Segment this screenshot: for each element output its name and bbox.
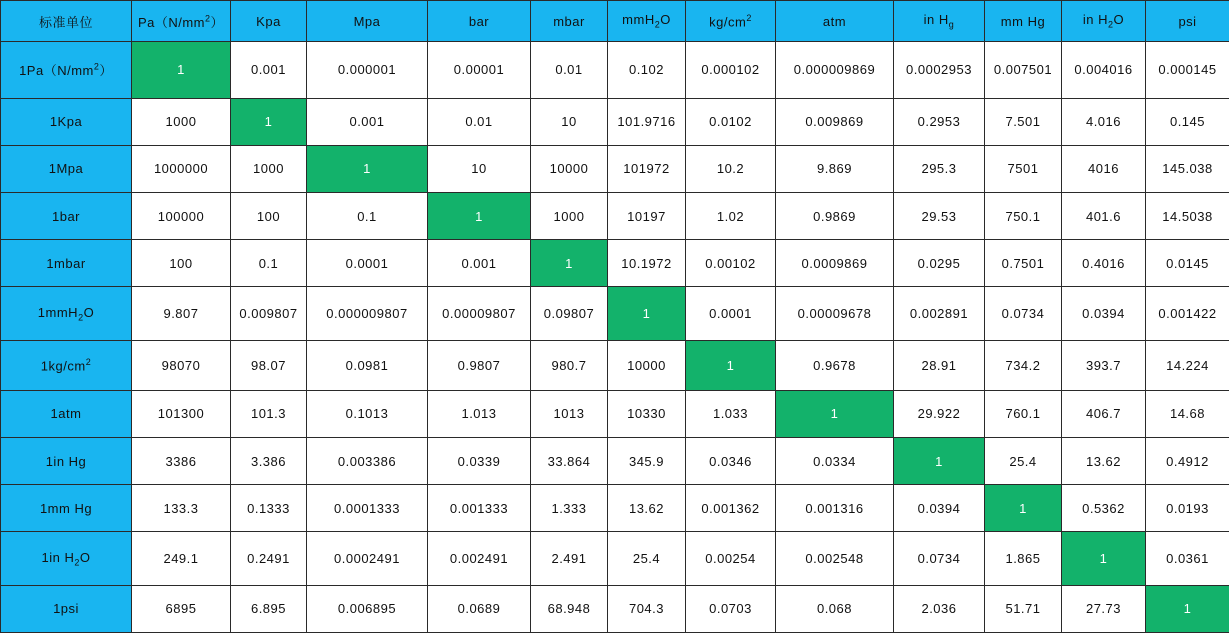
cell-r0-c0: 1	[132, 42, 231, 99]
cell-r1-c3: 0.01	[428, 98, 531, 145]
cell-r2-c8: 295.3	[894, 145, 985, 192]
cell-r0-c5: 0.102	[608, 42, 686, 99]
column-header-10: in $H_2O$	[1062, 1, 1146, 42]
column-header-1: Kpa	[231, 1, 307, 42]
table-row	[1, 192, 1229, 239]
header-row	[1, 1, 1229, 42]
cell-r4-c0: 100	[132, 240, 231, 287]
cell-r9-c8: 0.0394	[894, 485, 985, 532]
cell-r11-c1: 6.895	[231, 585, 307, 632]
cell-r2-c5: 101972	[608, 145, 686, 192]
cell-r10-c4: 2.491	[531, 532, 608, 585]
cell-r11-c8: 2.036	[894, 585, 985, 632]
table-row	[1, 42, 1229, 99]
cell-r10-c1: 0.2491	[231, 532, 307, 585]
cell-r7-c2: 0.1013	[307, 390, 428, 437]
cell-r8-c2: 0.003386	[307, 438, 428, 485]
cell-r10-c0: 249.1	[132, 532, 231, 585]
row-header-4: 1mbar	[1, 240, 132, 287]
cell-r2-c6: 10.2	[686, 145, 776, 192]
table-header	[1, 1, 1229, 42]
cell-r7-c4: 1013	[531, 390, 608, 437]
cell-r0-c6: 0.000102	[686, 42, 776, 99]
cell-r10-c2: 0.0002491	[307, 532, 428, 585]
cell-r11-c4: 68.948	[531, 585, 608, 632]
row-header-11: 1psi	[1, 585, 132, 632]
cell-r3-c7: 0.9869	[776, 192, 894, 239]
subscript: g	[948, 19, 955, 30]
cell-r2-c0: 1000000	[132, 145, 231, 192]
row-header-2: 1Mpa	[1, 145, 132, 192]
table-row	[1, 438, 1229, 485]
cell-r6-c10: 393.7	[1062, 340, 1146, 390]
subscript: 2	[74, 557, 80, 568]
table-row	[1, 532, 1229, 585]
row-header-0: $1Pa(N/mm^2)$	[1, 42, 132, 99]
row-header-7: 1atm	[1, 390, 132, 437]
cell-r6-c1: 98.07	[231, 340, 307, 390]
cell-r4-c9: 0.7501	[985, 240, 1062, 287]
row-header-1: 1Kpa	[1, 98, 132, 145]
cell-r4-c5: 10.1972	[608, 240, 686, 287]
cell-r3-c5: 10197	[608, 192, 686, 239]
cell-r3-c0: 100000	[132, 192, 231, 239]
table-row	[1, 340, 1229, 390]
cell-r2-c1: 1000	[231, 145, 307, 192]
cell-r0-c9: 0.007501	[985, 42, 1062, 99]
cell-r8-c1: 3.386	[231, 438, 307, 485]
row-header-5: 1mmH$_2$O	[1, 287, 132, 340]
table-body	[1, 42, 1229, 633]
cell-r9-c2: 0.0001333	[307, 485, 428, 532]
cell-r7-c11: 14.68	[1146, 390, 1229, 437]
cell-r6-c0: 98070	[132, 340, 231, 390]
cell-r1-c5: 101.9716	[608, 98, 686, 145]
cell-r9-c1: 0.1333	[231, 485, 307, 532]
cell-r9-c3: 0.001333	[428, 485, 531, 532]
column-header-5: mmH$_2$O	[608, 1, 686, 42]
cell-r11-c6: 0.0703	[686, 585, 776, 632]
cell-r8-c4: 33.864	[531, 438, 608, 485]
cell-r10-c3: 0.002491	[428, 532, 531, 585]
cell-r3-c1: 100	[231, 192, 307, 239]
cell-r10-c10: 1	[1062, 532, 1146, 585]
table-row	[1, 287, 1229, 340]
cell-r9-c4: 1.333	[531, 485, 608, 532]
column-header-2: Mpa	[307, 1, 428, 42]
row-header-8: 1in Hg	[1, 438, 132, 485]
cell-r7-c1: 101.3	[231, 390, 307, 437]
superscript: 2	[746, 12, 752, 23]
table-row	[1, 390, 1229, 437]
cell-r7-c0: 101300	[132, 390, 231, 437]
subscript: 2	[78, 312, 84, 323]
superscript: 2	[205, 13, 211, 24]
cell-r7-c5: 10330	[608, 390, 686, 437]
cell-r4-c1: 0.1	[231, 240, 307, 287]
cell-r11-c5: 704.3	[608, 585, 686, 632]
column-header-11: psi	[1146, 1, 1229, 42]
cell-r5-c8: 0.002891	[894, 287, 985, 340]
cell-r3-c2: 0.1	[307, 192, 428, 239]
cell-r1-c4: 10	[531, 98, 608, 145]
cell-r6-c5: 10000	[608, 340, 686, 390]
corner-header-cell: 标准单位	[1, 1, 132, 42]
cell-r3-c6: 1.02	[686, 192, 776, 239]
superscript: 2	[85, 357, 92, 368]
cell-r6-c8: 28.91	[894, 340, 985, 390]
column-header-9: mm Hg	[985, 1, 1062, 42]
cell-r10-c9: 1.865	[985, 532, 1062, 585]
cell-r10-c5: 25.4	[608, 532, 686, 585]
cell-r0-c4: 0.01	[531, 42, 608, 99]
cell-r1-c10: 4.016	[1062, 98, 1146, 145]
table-row	[1, 485, 1229, 532]
cell-r5-c1: 0.009807	[231, 287, 307, 340]
cell-r6-c2: 0.0981	[307, 340, 428, 390]
cell-r11-c0: 6895	[132, 585, 231, 632]
subscript: 2	[1107, 19, 1114, 30]
cell-r2-c7: 9.869	[776, 145, 894, 192]
column-header-6: $kg/cm^2$	[686, 1, 776, 42]
cell-r1-c6: 0.0102	[686, 98, 776, 145]
cell-r8-c7: 0.0334	[776, 438, 894, 485]
cell-r6-c3: 0.9807	[428, 340, 531, 390]
cell-r1-c1: 1	[231, 98, 307, 145]
cell-r10-c6: 0.00254	[686, 532, 776, 585]
cell-r7-c6: 1.033	[686, 390, 776, 437]
cell-r3-c10: 401.6	[1062, 192, 1146, 239]
cell-r1-c2: 0.001	[307, 98, 428, 145]
cell-r0-c8: 0.0002953	[894, 42, 985, 99]
table-row	[1, 98, 1229, 145]
cell-r8-c5: 345.9	[608, 438, 686, 485]
cell-r2-c3: 10	[428, 145, 531, 192]
cell-r8-c11: 0.4912	[1146, 438, 1229, 485]
cell-r10-c11: 0.0361	[1146, 532, 1229, 585]
cell-r4-c4: 1	[531, 240, 608, 287]
cell-r1-c8: 0.2953	[894, 98, 985, 145]
cell-r6-c7: 0.9678	[776, 340, 894, 390]
table-row	[1, 145, 1229, 192]
cell-r3-c4: 1000	[531, 192, 608, 239]
cell-r10-c7: 0.002548	[776, 532, 894, 585]
subscript: 2	[654, 19, 661, 30]
cell-r9-c6: 0.001362	[686, 485, 776, 532]
cell-r9-c5: 13.62	[608, 485, 686, 532]
cell-r2-c11: 145.038	[1146, 145, 1229, 192]
cell-r8-c10: 13.62	[1062, 438, 1146, 485]
cell-r4-c7: 0.0009869	[776, 240, 894, 287]
column-header-7: atm	[776, 1, 894, 42]
row-header-10: 1in $H_2O$	[1, 532, 132, 585]
cell-r2-c10: 4016	[1062, 145, 1146, 192]
cell-r11-c3: 0.0689	[428, 585, 531, 632]
cell-r11-c9: 51.71	[985, 585, 1062, 632]
cell-r0-c2: 0.000001	[307, 42, 428, 99]
cell-r11-c7: 0.068	[776, 585, 894, 632]
cell-r5-c3: 0.00009807	[428, 287, 531, 340]
cell-r5-c5: 1	[608, 287, 686, 340]
cell-r7-c9: 760.1	[985, 390, 1062, 437]
cell-r1-c7: 0.009869	[776, 98, 894, 145]
cell-r1-c11: 0.145	[1146, 98, 1229, 145]
cell-r4-c3: 0.001	[428, 240, 531, 287]
cell-r7-c8: 29.922	[894, 390, 985, 437]
cell-r5-c10: 0.0394	[1062, 287, 1146, 340]
row-header-6: $1kg/cm^2$	[1, 340, 132, 390]
column-header-0: $Pa(N/mm^2)$	[132, 1, 231, 42]
cell-r5-c0: 9.807	[132, 287, 231, 340]
cell-r5-c9: 0.0734	[985, 287, 1062, 340]
cell-r7-c7: 1	[776, 390, 894, 437]
cell-r8-c0: 3386	[132, 438, 231, 485]
cell-r5-c6: 0.0001	[686, 287, 776, 340]
cell-r3-c9: 750.1	[985, 192, 1062, 239]
cell-r9-c11: 0.0193	[1146, 485, 1229, 532]
column-header-3: bar	[428, 1, 531, 42]
cell-r4-c10: 0.4016	[1062, 240, 1146, 287]
cell-r8-c3: 0.0339	[428, 438, 531, 485]
cell-r0-c11: 0.000145	[1146, 42, 1229, 99]
column-header-8: in $H_g$	[894, 1, 985, 42]
cell-r4-c8: 0.0295	[894, 240, 985, 287]
row-header-9: 1mm Hg	[1, 485, 132, 532]
cell-r9-c10: 0.5362	[1062, 485, 1146, 532]
cell-r6-c9: 734.2	[985, 340, 1062, 390]
table-row	[1, 585, 1229, 632]
cell-r8-c8: 1	[894, 438, 985, 485]
cell-r4-c11: 0.0145	[1146, 240, 1229, 287]
cell-r0-c1: 0.001	[231, 42, 307, 99]
cell-r5-c11: 0.001422	[1146, 287, 1229, 340]
cell-r10-c8: 0.0734	[894, 532, 985, 585]
cell-r0-c10: 0.004016	[1062, 42, 1146, 99]
cell-r5-c4: 0.09807	[531, 287, 608, 340]
cell-r0-c7: 0.000009869	[776, 42, 894, 99]
cell-r8-c9: 25.4	[985, 438, 1062, 485]
cell-r3-c11: 14.5038	[1146, 192, 1229, 239]
cell-r1-c0: 1000	[132, 98, 231, 145]
cell-r2-c4: 10000	[531, 145, 608, 192]
cell-r5-c7: 0.00009678	[776, 287, 894, 340]
cell-r6-c11: 14.224	[1146, 340, 1229, 390]
cell-r5-c2: 0.000009807	[307, 287, 428, 340]
cell-r2-c2: 1	[307, 145, 428, 192]
cell-r4-c6: 0.00102	[686, 240, 776, 287]
cell-r1-c9: 7.501	[985, 98, 1062, 145]
cell-r6-c4: 980.7	[531, 340, 608, 390]
cell-r2-c9: 7501	[985, 145, 1062, 192]
cell-r8-c6: 0.0346	[686, 438, 776, 485]
cell-r0-c3: 0.00001	[428, 42, 531, 99]
cell-r11-c11: 1	[1146, 585, 1229, 632]
column-header-4: mbar	[531, 1, 608, 42]
superscript: 2	[93, 61, 100, 72]
cell-r11-c2: 0.006895	[307, 585, 428, 632]
cell-r4-c2: 0.0001	[307, 240, 428, 287]
table-row	[1, 240, 1229, 287]
cell-r7-c3: 1.013	[428, 390, 531, 437]
cell-r9-c0: 133.3	[132, 485, 231, 532]
cell-r3-c8: 29.53	[894, 192, 985, 239]
row-header-3: 1bar	[1, 192, 132, 239]
cell-r6-c6: 1	[686, 340, 776, 390]
cell-r9-c9: 1	[985, 485, 1062, 532]
cell-r9-c7: 0.001316	[776, 485, 894, 532]
cell-r11-c10: 27.73	[1062, 585, 1146, 632]
cell-r3-c3: 1	[428, 192, 531, 239]
cell-r7-c10: 406.7	[1062, 390, 1146, 437]
